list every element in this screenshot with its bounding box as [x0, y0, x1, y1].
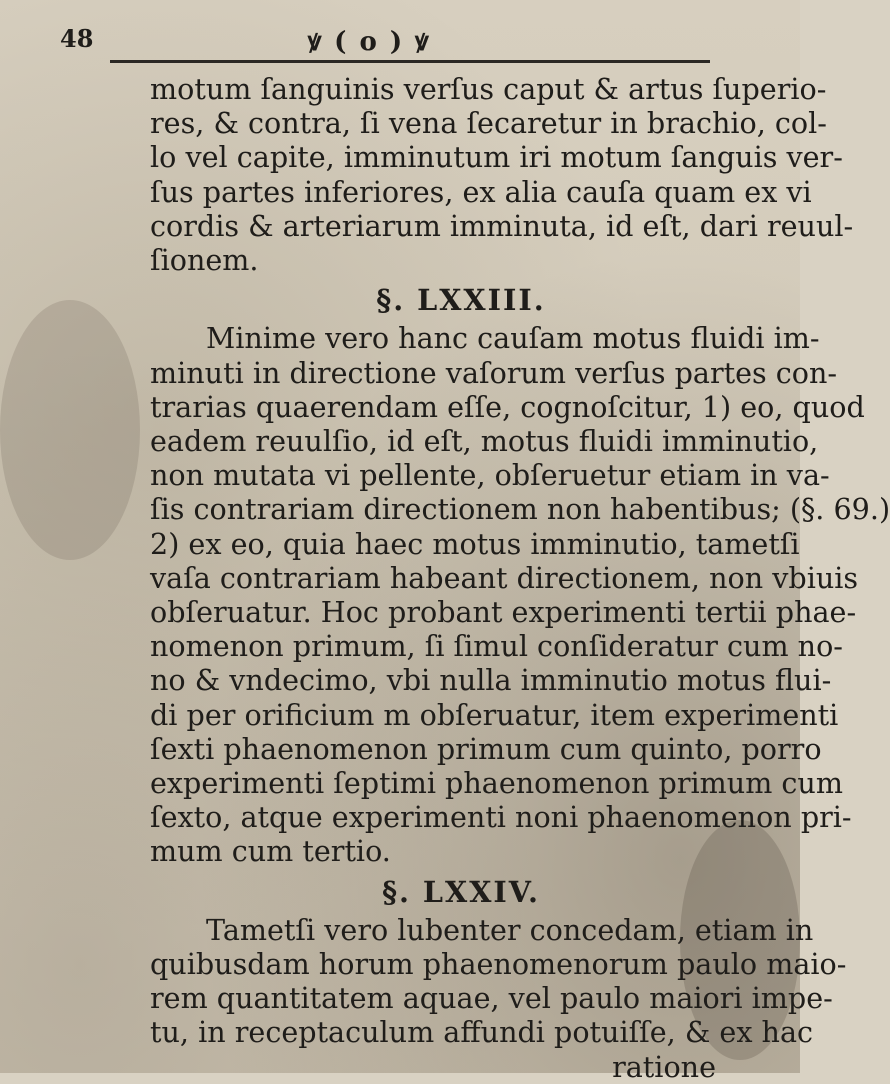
text-line: mum cum tertio. — [150, 834, 391, 869]
running-header — [60, 18, 760, 58]
paper-stain — [0, 300, 140, 560]
text-line: tu, in receptaculum affundi potuiſſe, & ex hac — [150, 1015, 814, 1050]
text-line: 2) ex eo, quia haec motus imminutio, tametſi — [150, 526, 800, 561]
text-line: trarias quaerendam eſſe, cognoſcitur, 1) eo, quod — [150, 389, 865, 424]
text-line: no & vndecimo, vbi nulla imminutio motus flui- — [150, 663, 832, 698]
text-line: ſis contrariam directionem non habentibus; (§. 69.) — [150, 492, 890, 527]
section-heading: §. LXXIV. — [382, 874, 540, 909]
text-line: eadem reuulſio, id eſt, motus fluidi imminutio, — [150, 424, 819, 459]
text-line: cordis & arteriarum imminuta, id eſt, dari reuul- — [150, 208, 854, 243]
text-line: nomenon primum, ſi ſimul conſideratur cum no- — [150, 629, 843, 664]
body-text — [150, 72, 890, 1084]
text-line: ſus partes inferiores, ex alia cauſa quam ex vi — [150, 174, 812, 209]
text-line: quibusdam horum phaenomenorum paulo maio- — [150, 947, 847, 982]
text-line: Tametſi vero lubenter concedam, etiam in — [206, 912, 814, 947]
section-heading: §. LXXIII. — [376, 283, 546, 318]
text-line: minuti in directione vaſorum verſus partes con- — [150, 355, 838, 390]
catchword: ratione — [612, 1049, 716, 1084]
text-line: ſexto, atque experimenti noni phaenomenon pri- — [150, 800, 852, 835]
text-line: Minime vero hanc cauſam motus fluidi im- — [206, 321, 820, 356]
text-line: motum ſanguinis verſus caput & artus ſuperio- — [150, 72, 827, 106]
signature-mark: ꝟ ( o ) ꝟ — [308, 27, 431, 57]
text-line: vaſa contrariam habeant directionem, non vbiuis — [150, 560, 859, 595]
text-line: ſexti phaenomenon primum cum quinto, porro — [150, 731, 822, 766]
text-line: lo vel capite, imminutum iri motum ſanguis ver- — [150, 140, 843, 175]
text-line: di per orificium m obſeruatur, item experimenti — [150, 697, 839, 732]
header-rule — [110, 60, 710, 63]
text-line: res, & contra, ſi vena ſecaretur in brachio, col- — [150, 106, 827, 141]
text-line: ſionem. — [150, 243, 259, 278]
text-line: experimenti ſeptimi phaenomenon primum cum — [150, 766, 843, 801]
text-line: non mutata vi pellente, obſeruetur etiam in va- — [150, 458, 830, 493]
page-number: 48 — [60, 24, 94, 53]
text-line: obſeruatur. Hoc probant experimenti tertii phae- — [150, 595, 857, 630]
text-line: rem quantitatem aquae, vel paulo maiori impe- — [150, 981, 833, 1016]
